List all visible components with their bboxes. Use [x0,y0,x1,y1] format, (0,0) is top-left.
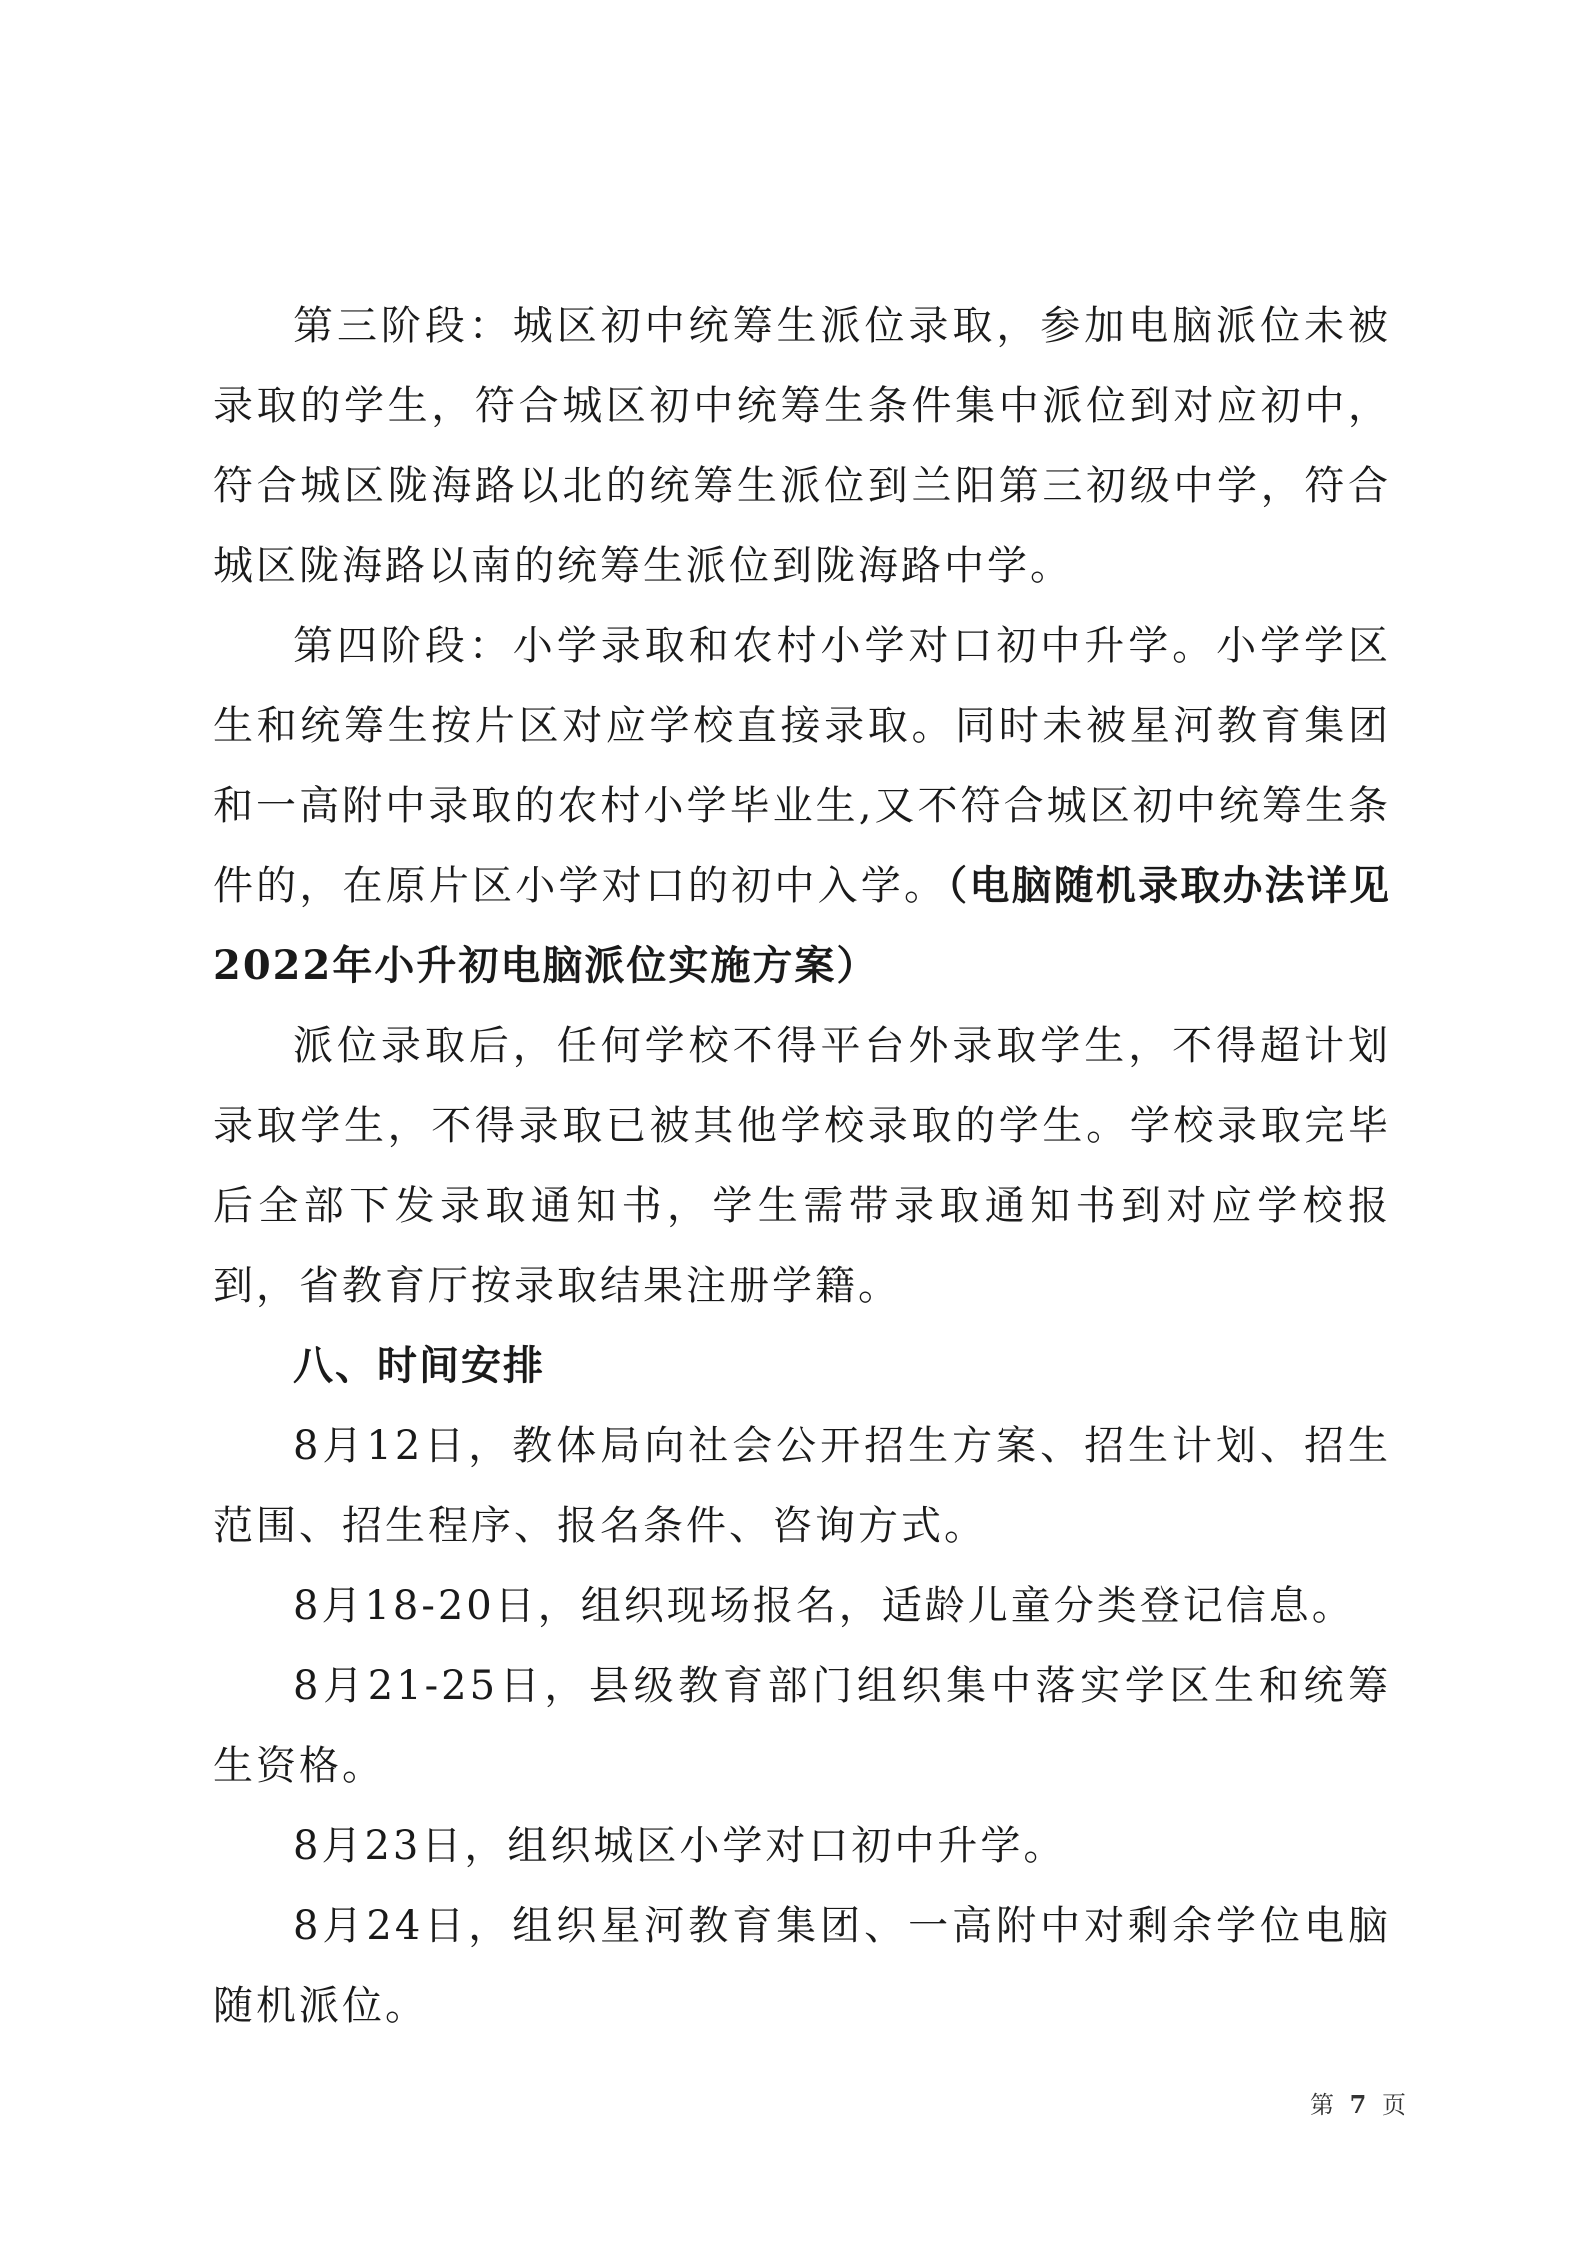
schedule-item: 8月24日，组织星河教育集团、一高附中对剩余学位电脑随机派位。 [213,1903,1391,2029]
stage-four-text: 第四阶段：小学录取和农村小学对口初中升学。小学学区生和统筹生按片区对应学校直接录取。同时未被星河教育集团和一高附中录取的农村小学毕业生,又不符合城区初中统筹生条件的，在原片区小学对口的初中入学。 [213,623,1391,909]
paragraph-stage-four [213,606,1391,1006]
schedule-item: 8月12日，教体局向社会公开招生方案、招生计划、招生范围、招生程序、报名条件、咨询方式。 [213,1423,1391,1549]
page-number-prefix: 第 [1310,2091,1338,2119]
paragraph-stage-three: 第三阶段：城区初中统筹生派位录取，参加电脑派位未被录取的学生，符合城区初中统筹生条件集中派位到对应初中，符合城区陇海路以北的统筹生派位到兰阳第三初级中学，符合城区陇海路以南的统筹生派位到陇海路中学。 [213,303,1391,589]
schedule-item: 8月23日，组织城区小学对口初中升学。 [293,1823,1067,1869]
page-number-suffix: 页 [1381,2091,1410,2119]
paragraph-after-admission: 派位录取后，任何学校不得平台外录取学生，不得超计划录取学生，不得录取已被其他学校录取的学生。学校录取完毕后全部下发录取通知书，学生需带录取通知书到对应学校报到，省教育厅按录取结果注册学籍。 [213,1023,1391,1309]
schedule-item: 8月21-25日，县级教育部门组织集中落实学区生和统筹生资格。 [213,1663,1391,1789]
page-number [1310,2085,1410,2120]
document-body [213,286,1391,2046]
schedule-item: 8月18-20日，组织现场报名，适龄儿童分类登记信息。 [293,1583,1355,1629]
stage-four-note: （电脑随机录取办法详见2022年小升初电脑派位实施方案） [213,862,1392,989]
section-heading: 八、时间安排 [293,1343,545,1389]
page-number-value: 7 [1349,2090,1371,2119]
